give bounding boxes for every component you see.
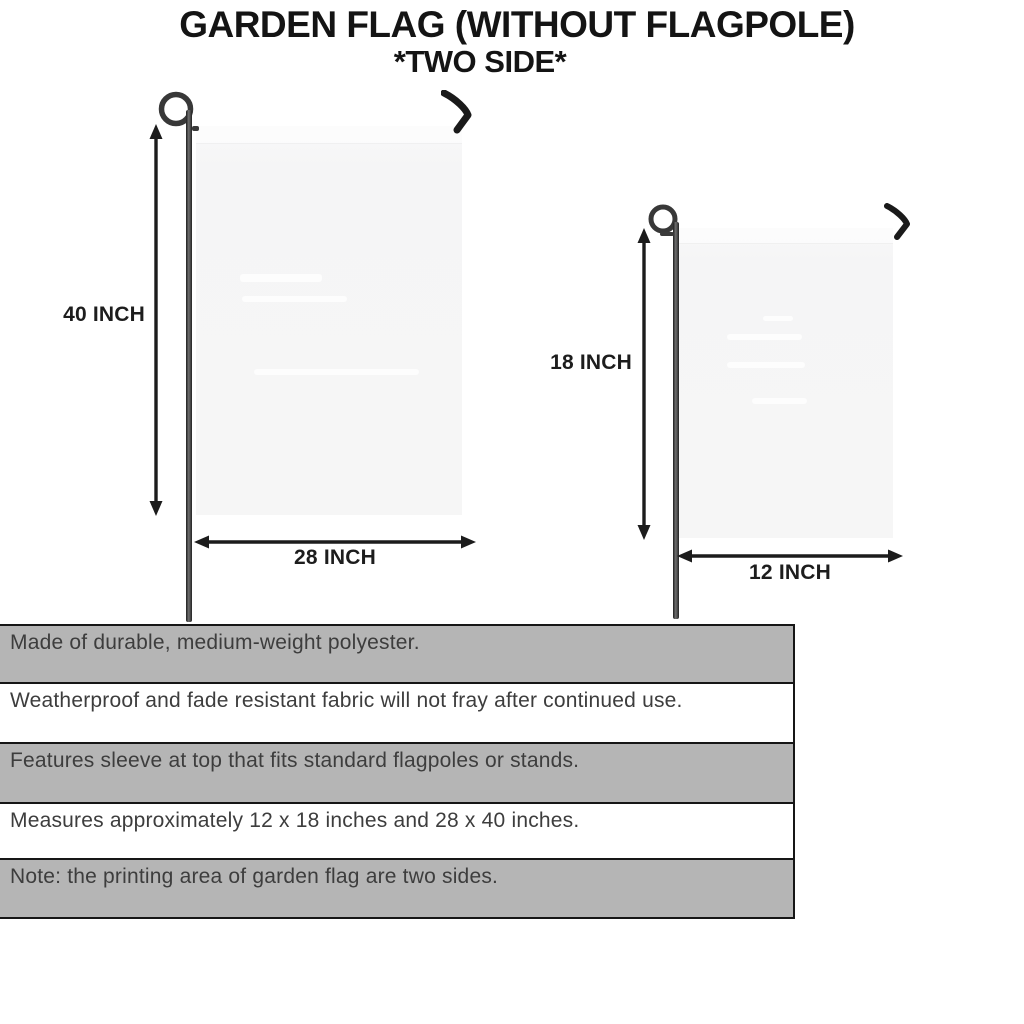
product-info-table (0, 624, 795, 919)
large-flag-height-arrow (146, 124, 166, 516)
page-subtitle: *TWO SIDE* (393, 44, 567, 79)
info-row-measures: Measures approximately 12 x 18 inches and 28 x 40 inches. (0, 804, 793, 860)
small-flag-width-label: 12 INCH (749, 561, 831, 584)
large-flag-height-label: 40 INCH (63, 303, 145, 326)
sleeve-rod-nub (660, 232, 674, 236)
small-flag-cloth (679, 228, 893, 538)
fabric-streak (254, 369, 419, 375)
fabric-streak (763, 316, 793, 321)
fabric-streak (240, 274, 322, 282)
small-flag-sleeve (679, 228, 893, 244)
fabric-streak (727, 362, 805, 368)
small-flag-height-arrow (634, 228, 654, 540)
page-title: GARDEN FLAG (WITHOUT FLAGPOLE) (179, 4, 855, 45)
flagpole-hook-icon (441, 90, 477, 134)
info-row-sleeve: Features sleeve at top that fits standard flagpoles or stands. (0, 744, 793, 804)
fabric-streak (752, 398, 807, 404)
fabric-streak (242, 296, 347, 302)
large-flag-cloth (196, 126, 462, 515)
large-flag-width-label: 28 INCH (294, 546, 376, 569)
large-flag-sleeve (196, 126, 462, 144)
small-flag-height-label: 18 INCH (550, 351, 632, 374)
info-row-material: Made of durable, medium-weight polyester. (0, 626, 793, 684)
sleeve-rod-nub (192, 126, 199, 131)
info-row-note: Note: the printing area of garden flag are two sides. (0, 860, 793, 917)
info-row-weatherproof: Weatherproof and fade resistant fabric will not fray after continued use. (0, 684, 793, 744)
flagpole (186, 110, 192, 622)
flagpole-hook-icon (884, 203, 914, 241)
fabric-streak (727, 334, 802, 340)
